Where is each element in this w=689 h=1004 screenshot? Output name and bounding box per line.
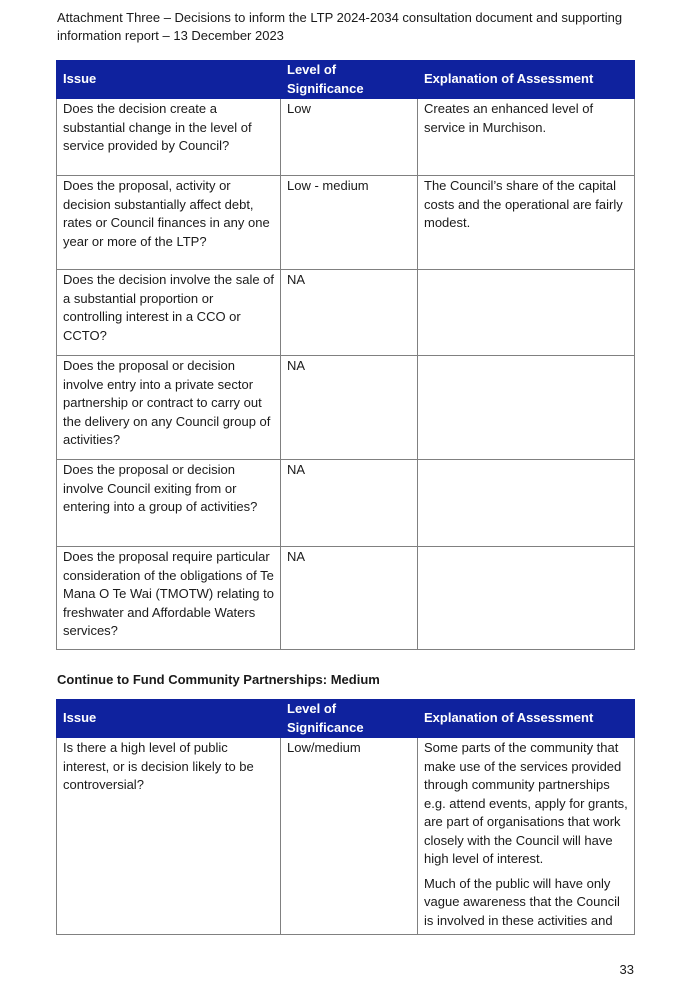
column-header-issue: Issue [57, 61, 281, 99]
explanation-cell [418, 270, 635, 356]
level-cell: NA [281, 460, 418, 547]
section-heading: Continue to Fund Community Partnerships: Medium [57, 672, 380, 687]
table-header-row [57, 61, 635, 99]
issue-cell: Does the proposal or decision involve Council exiting from or entering into a group of activities? [57, 460, 281, 547]
column-header-issue: Issue [57, 700, 281, 738]
explanation-cell [418, 738, 635, 935]
table-row [57, 356, 635, 460]
table-row [57, 99, 635, 176]
explanation-cell [418, 547, 635, 650]
header-line-2: information report – 13 December 2023 [57, 28, 284, 43]
table-row [57, 547, 635, 650]
table-row [57, 460, 635, 547]
table-row [57, 738, 635, 935]
column-header-explanation: Explanation of Assessment [418, 61, 635, 99]
level-cell: Low/medium [281, 738, 418, 935]
issue-cell: Does the proposal, activity or decision substantially affect debt, rates or Council finances in any one year or more of the LTP? [57, 176, 281, 270]
explanation-cell [418, 176, 635, 270]
column-header-level: Level of Significance [281, 61, 418, 99]
issue-cell: Does the decision involve the sale of a substantial proportion or controlling interest in a CCO or CCTO? [57, 270, 281, 356]
explanation-paragraph: Some parts of the community that make use of the services provided through community partnerships e.g. attend events, apply for grants, are part of organisations that work closely with the Council will have high level of interest. [424, 740, 628, 866]
level-cell: NA [281, 356, 418, 460]
explanation-cell [418, 460, 635, 547]
explanation-paragraph: The Council’s share of the capital costs and the operational are fairly modest. [424, 178, 623, 230]
page-number: 33 [619, 962, 634, 977]
explanation-cell [418, 356, 635, 460]
header-line-1: Attachment Three – Decisions to inform the LTP 2024-2034 consultation document and supporting [57, 10, 623, 25]
issue-cell: Does the proposal or decision involve entry into a private sector partnership or contract to carry out the delivery on any Council group of activities? [57, 356, 281, 460]
level-cell: Low [281, 99, 418, 176]
column-header-explanation: Explanation of Assessment [418, 700, 635, 738]
significance-table-1 [56, 60, 635, 650]
explanation-cell [418, 99, 635, 176]
issue-cell: Is there a high level of public interest, or is decision likely to be controversial? [57, 738, 281, 935]
issue-cell: Does the decision create a substantial change in the level of service provided by Council? [57, 99, 281, 176]
explanation-paragraph: Much of the public will have only vague awareness that the Council is involved in these activities and [424, 875, 620, 928]
explanation-paragraph: Creates an enhanced level of service in Murchison. [424, 101, 594, 135]
table-row [57, 270, 635, 356]
significance-table-2 [56, 699, 635, 935]
table-header-row [57, 700, 635, 738]
level-cell: Low - medium [281, 176, 418, 270]
document-header [57, 9, 647, 45]
level-cell: NA [281, 270, 418, 356]
issue-cell: Does the proposal require particular consideration of the obligations of Te Mana O Te Wai (TMOTW) relating to freshwater and Affordable Waters services? [57, 547, 281, 650]
level-cell: NA [281, 547, 418, 650]
column-header-level: Level of Significance [281, 700, 418, 738]
table-row [57, 176, 635, 270]
